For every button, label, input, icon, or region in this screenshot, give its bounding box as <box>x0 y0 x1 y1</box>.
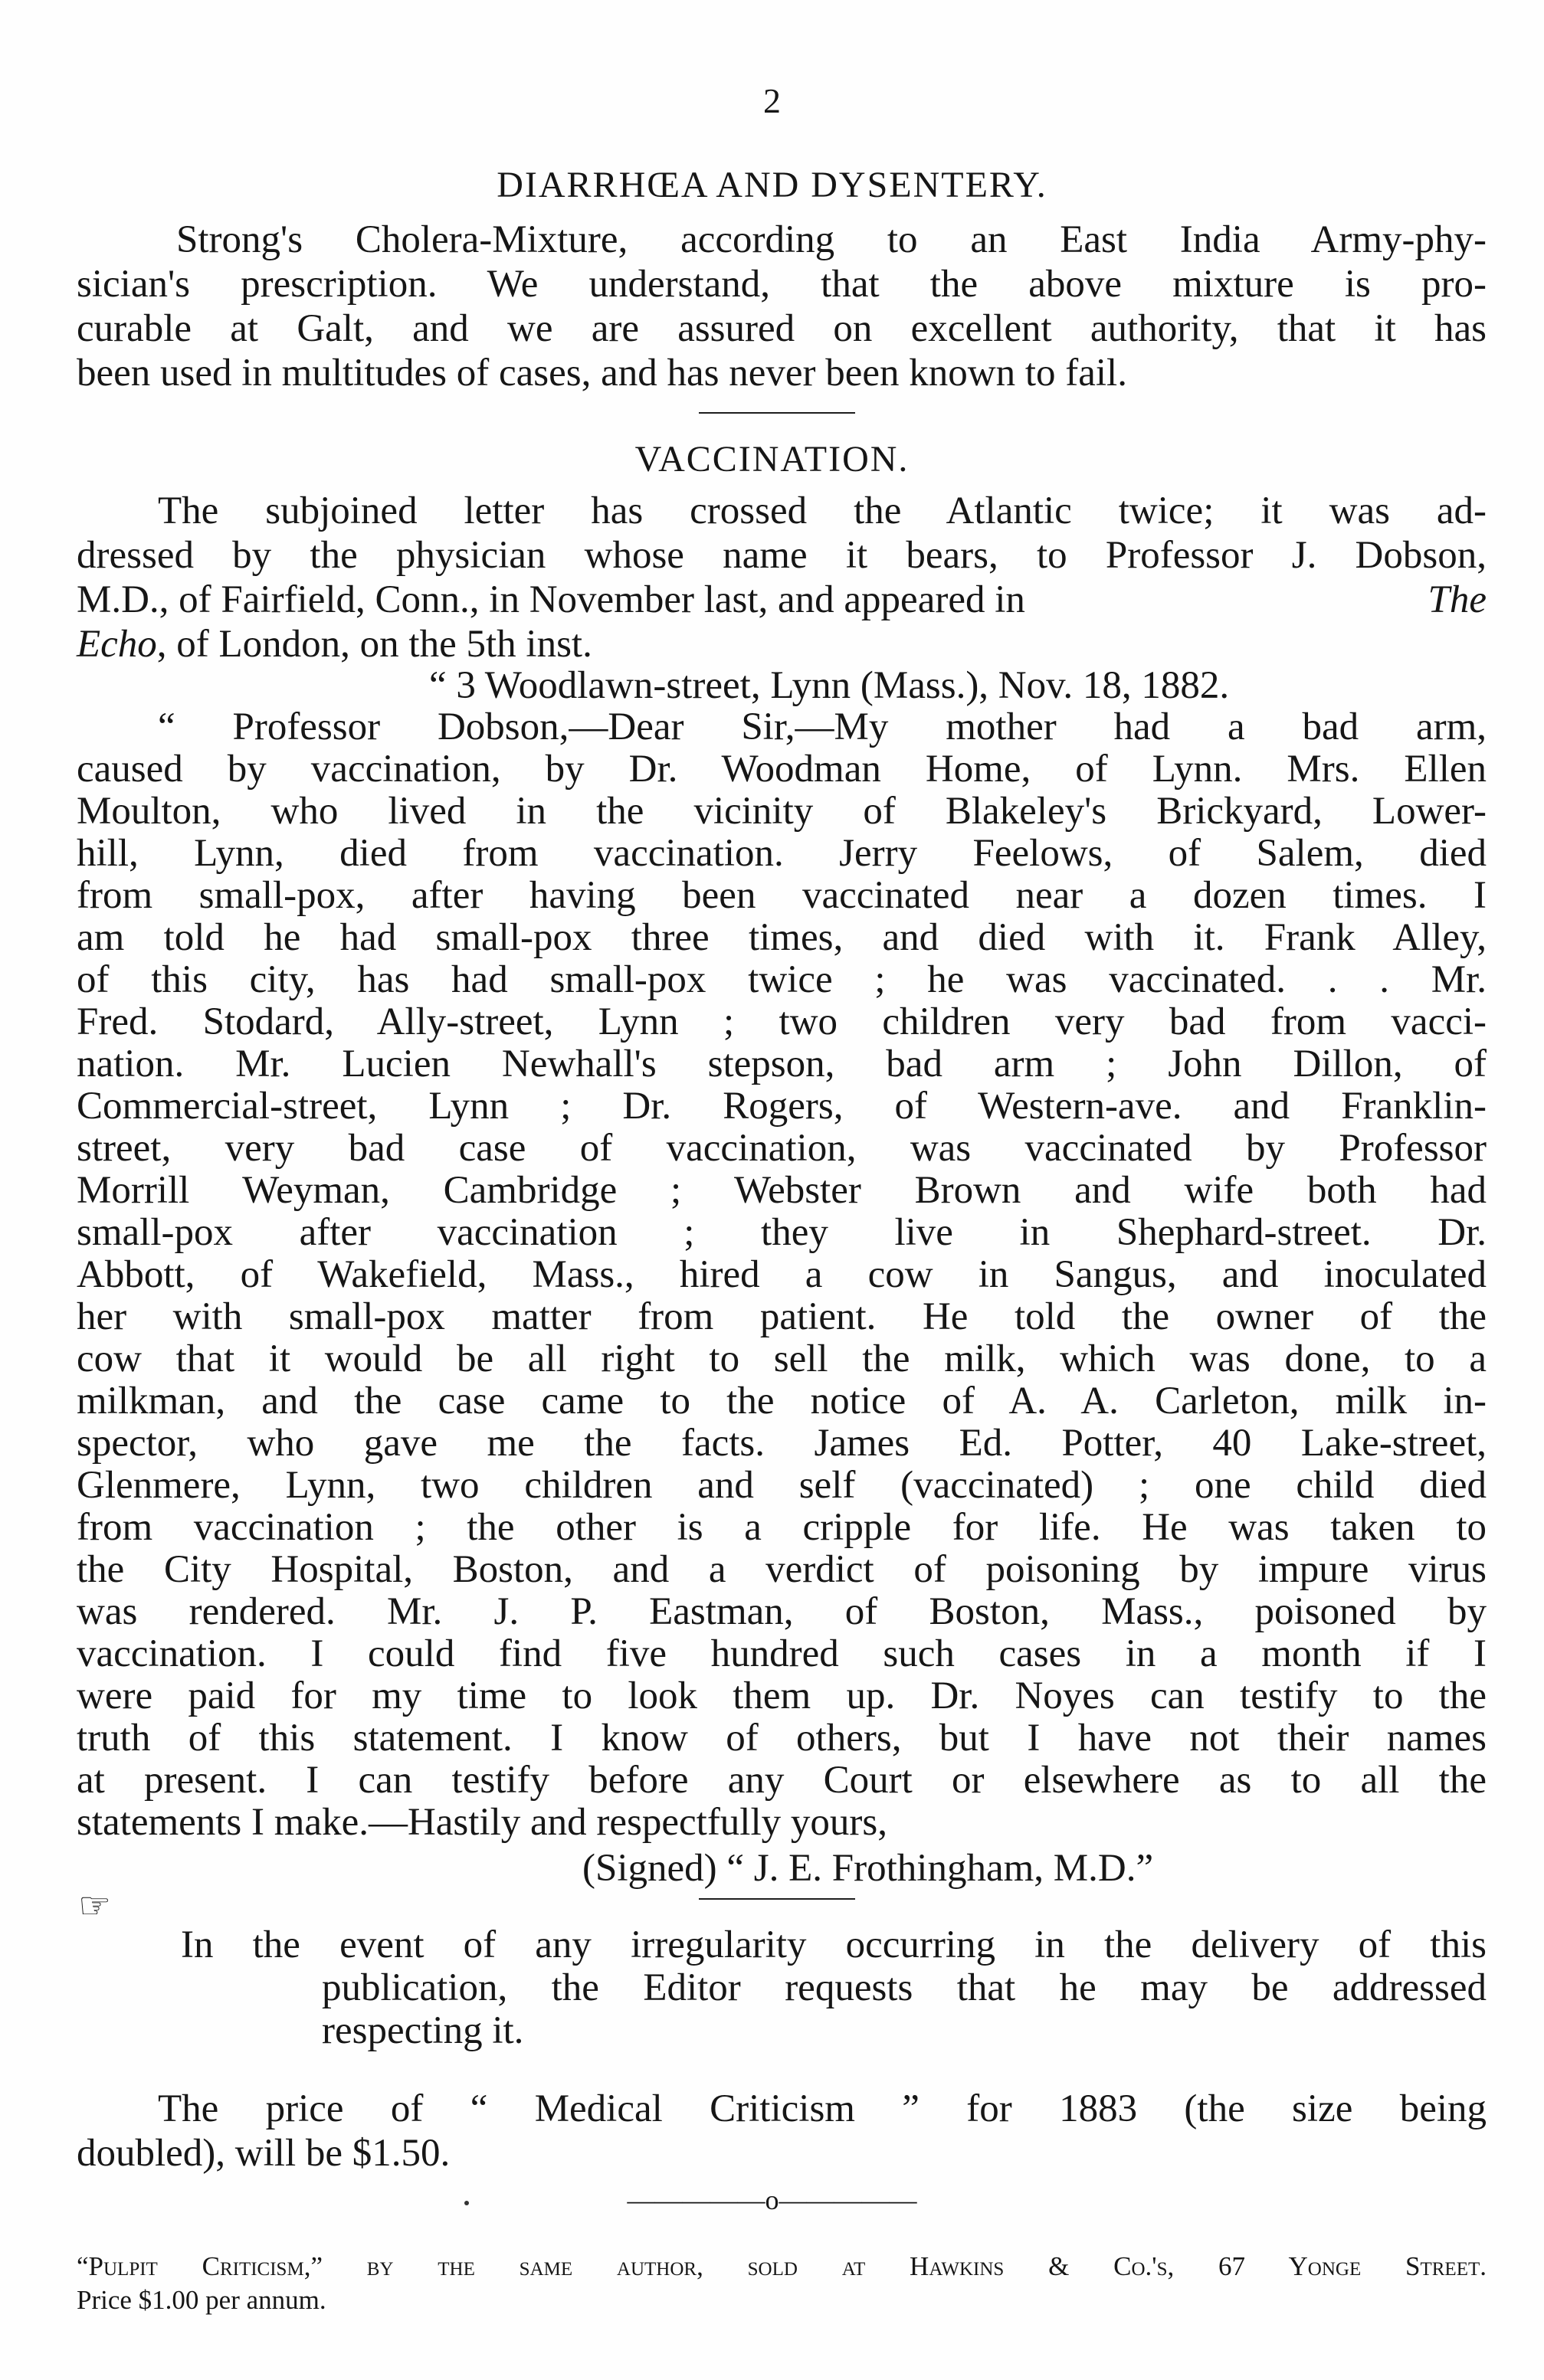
letter-line: spector, who gave me the facts. James Ed. Potter, 40 Lake-street, <box>77 1422 1487 1465</box>
letter-line: milkman, and the case came to the notice of A. A. Carleton, milk in- <box>77 1380 1487 1422</box>
letter-line: Glenmere, Lynn, two children and self (vaccinated) ; one child died <box>77 1464 1487 1507</box>
pointing-hand-icon: ☞ <box>78 1886 112 1927</box>
letter-line: Morrill Weyman, Cambridge ; Webster Brown and wife both had <box>77 1169 1487 1212</box>
letter-line: were paid for my time to look them up. Dr. Noyes can testify to the <box>77 1675 1487 1717</box>
journal-title-the: The <box>1428 578 1487 621</box>
footer-advertisement: “Pulpit Criticism,” by the same author, sold at Hawkins & Co.'s, 67 Yonge Street. <box>77 2251 1487 2281</box>
footer-price: Price $1.00 per annum. <box>77 2285 326 2315</box>
letter-line: nation. Mr. Lucien Newhall's stepson, bad arm ; John Dillon, of <box>77 1043 1487 1085</box>
price-line: The price of “ Medical Criticism ” for 1883 (the size being <box>158 2087 1487 2130</box>
letter-dateline: “ 3 Woodlawn-street, Lynn (Mass.), Nov. 18, 1882. <box>429 664 1230 707</box>
letter-line: of this city, has had small-pox twice ; he was vaccinated. . . Mr. <box>77 958 1487 1001</box>
letter-line: statements I make.—Hastily and respectfully yours, <box>77 1801 887 1844</box>
paragraph-text: , of London, on the 5th inst. <box>156 623 592 666</box>
letter-line: Moulton, who lived in the vicinity of Blakeley's Brickyard, Lower- <box>77 790 1487 833</box>
heading-diarrhoea: DIARRHŒA AND DYSENTERY. <box>497 165 1047 205</box>
paragraph-line <box>77 622 1487 666</box>
letter-line: caused by vaccination, by Dr. Woodman Home, of Lynn. Mrs. Ellen <box>77 748 1487 791</box>
letter-line: cow that it would be all right to sell the milk, which was done, to a <box>77 1337 1487 1380</box>
letter-line: at present. I can testify before any Court or elsewhere as to all the <box>77 1759 1487 1802</box>
paragraph-line-journal <box>77 578 1487 622</box>
letter-line: was rendered. Mr. J. P. Eastman, of Boston, Mass., poisoned by <box>77 1590 1487 1633</box>
letter-line: street, very bad case of vaccination, was vaccinated by Professor <box>77 1127 1487 1170</box>
paragraph-line: curable at Galt, and we are assured on excellent authority, that it has <box>77 307 1487 350</box>
letter-line: Fred. Stodard, Ally-street, Lynn ; two children very bad from vacci- <box>77 1000 1487 1043</box>
letter-line: Commercial-street, Lynn ; Dr. Rogers, of Western-ave. and Franklin- <box>77 1085 1487 1128</box>
heading-vaccination: VACCINATION. <box>634 439 910 480</box>
notice-line: In the event of any irregularity occurring in the delivery of this <box>181 1923 1487 1966</box>
letter-line: am told he had small-pox three times, and died with it. Frank Alley, <box>77 916 1487 959</box>
section-rule <box>699 412 855 414</box>
journal-title-echo: Echo <box>77 623 157 666</box>
letter-line: Abbott, of Wakefield, Mass., hired a cow in Sangus, and inoculated <box>77 1253 1487 1296</box>
letter-line: truth of this statement. I know of others, but I have not their names <box>77 1717 1487 1760</box>
paragraph-line: been used in multitudes of cases, and has never been known to fail. <box>77 352 1127 394</box>
paragraph-line: Strong's Cholera-Mixture, according to an East India Army-phy- <box>176 218 1487 261</box>
letter-line: small-pox after vaccination ; they live in Shephard-street. Dr. <box>77 1211 1487 1254</box>
notice-line: respecting it. <box>322 2009 524 2052</box>
section-rule <box>699 1898 855 1900</box>
end-divider: —————o————— <box>627 2185 917 2215</box>
notice-line: publication, the Editor requests that he may be addressed <box>322 1966 1487 2009</box>
letter-signature: (Signed) “ J. E. Frothingham, M.D.” <box>582 1847 1154 1890</box>
paragraph-line: sician's prescription. We understand, that the above mixture is pro- <box>77 263 1487 306</box>
letter-line: from vaccination ; the other is a cripple for life. He was taken to <box>77 1506 1487 1549</box>
paragraph-line: The subjoined letter has crossed the Atlantic twice; it was ad- <box>158 489 1487 532</box>
paragraph-text: M.D., of Fairfield, Conn., in November last, and appeared in <box>77 578 1025 621</box>
paragraph-line: dressed by the physician whose name it bears, to Professor J. Dobson, <box>77 534 1487 577</box>
letter-line: “ Professor Dobson,—Dear Sir,—My mother had a bad arm, <box>158 705 1487 748</box>
page-number: 2 <box>763 81 781 120</box>
price-line: doubled), will be $1.50. <box>77 2132 451 2175</box>
letter-line: the City Hospital, Boston, and a verdict of poisoning by impure virus <box>77 1548 1487 1591</box>
letter-line: from small-pox, after having been vaccinated near a dozen times. I <box>77 874 1487 917</box>
letter-line: hill, Lynn, died from vaccination. Jerry Feelows, of Salem, died <box>77 832 1487 875</box>
letter-line: vaccination. I could find five hundred such cases in a month if I <box>77 1632 1487 1675</box>
letter-line: her with small-pox matter from patient. He told the owner of the <box>77 1295 1487 1338</box>
